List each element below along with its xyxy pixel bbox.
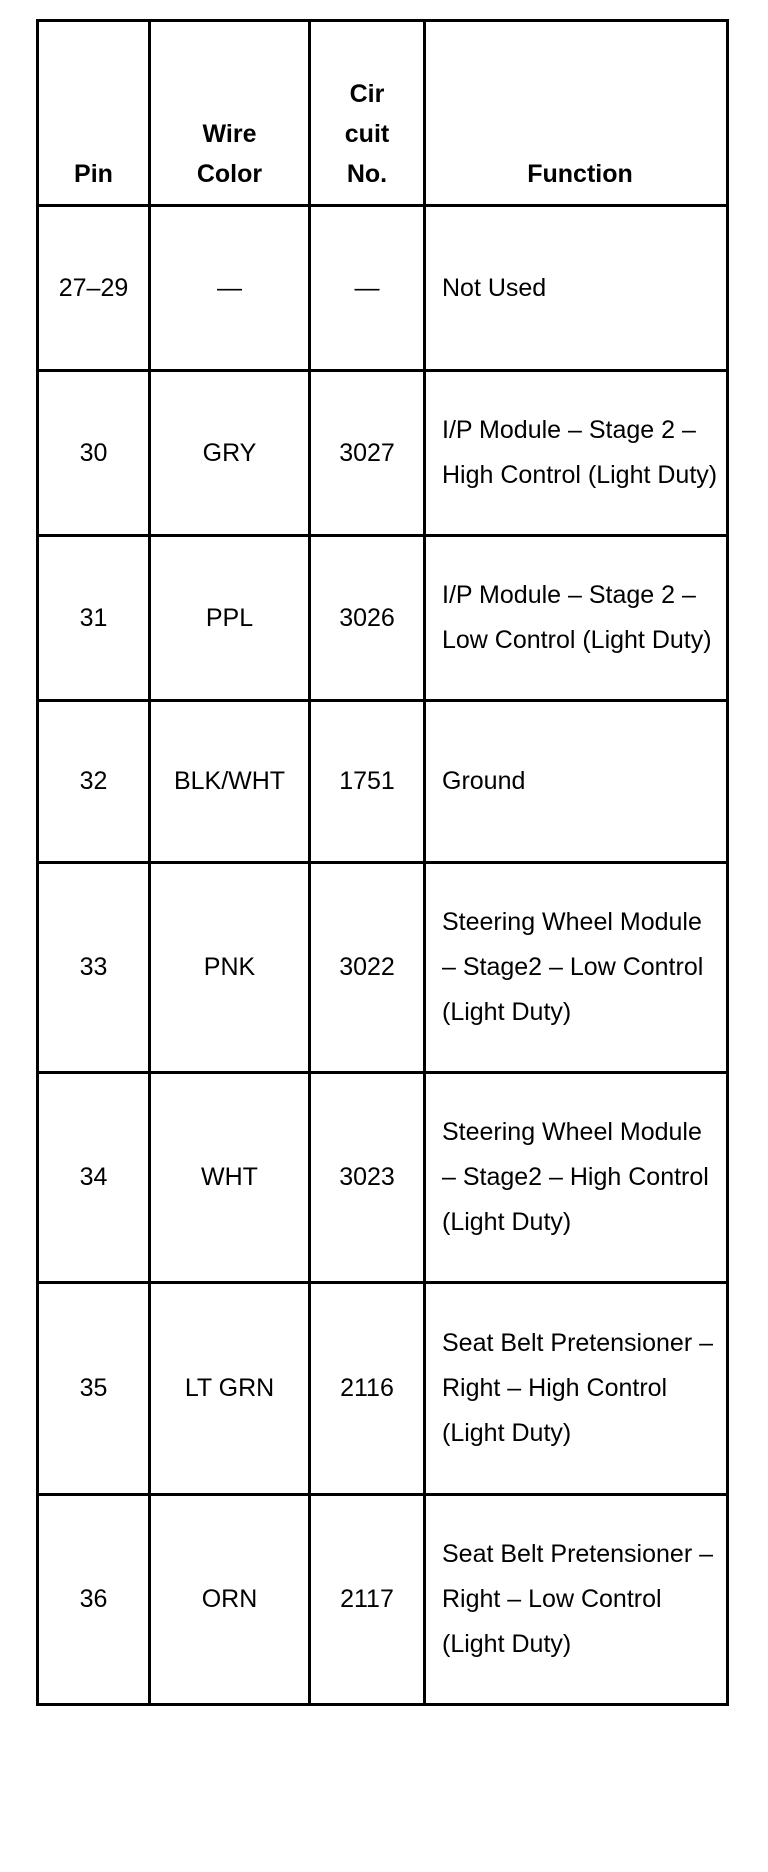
cell-function: Seat Belt Pretensioner – Right – Low Control (Light Duty) — [425, 1495, 728, 1705]
cell-function: Steering Wheel Module – Stage2 – High Control (Light Duty) — [425, 1073, 728, 1283]
connector-pinout-table — [36, 19, 729, 1706]
cell-wire-color: ORN — [150, 1495, 310, 1705]
header-circuit-no — [310, 21, 425, 206]
table-row — [38, 1283, 728, 1495]
cell-circuit-no: 3023 — [310, 1073, 425, 1283]
header-pin-label: Pin — [74, 160, 113, 188]
table-row — [38, 701, 728, 863]
cell-circuit-no: 1751 — [310, 701, 425, 863]
header-function-label: Function — [527, 160, 633, 188]
cell-circuit-no: 3026 — [310, 536, 425, 701]
header-pin — [38, 21, 150, 206]
cell-pin: 30 — [38, 371, 150, 536]
cell-wire-color: PNK — [150, 863, 310, 1073]
cell-circuit-no: 3027 — [310, 371, 425, 536]
header-function — [425, 21, 728, 206]
cell-function: I/P Module – Stage 2 – Low Control (Light Duty) — [425, 536, 728, 701]
header-circuit-line1: Cir — [349, 80, 385, 108]
cell-circuit-no: 2117 — [310, 1495, 425, 1705]
header-circuit-line3: No. — [346, 160, 388, 188]
cell-function: Steering Wheel Module – Stage2 – Low Control (Light Duty) — [425, 863, 728, 1073]
cell-circuit-no: 3022 — [310, 863, 425, 1073]
cell-wire-color: GRY — [150, 371, 310, 536]
table-row — [38, 1073, 728, 1283]
cell-function: I/P Module – Stage 2 – High Control (Light Duty) — [425, 371, 728, 536]
header-wire-color-line1: Wire — [202, 120, 257, 148]
cell-wire-color: PPL — [150, 536, 310, 701]
table-row — [38, 536, 728, 701]
cell-pin: 35 — [38, 1283, 150, 1495]
table-row — [38, 371, 728, 536]
cell-wire-color: BLK/WHT — [150, 701, 310, 863]
table-row — [38, 863, 728, 1073]
cell-pin: 34 — [38, 1073, 150, 1283]
cell-pin: 36 — [38, 1495, 150, 1705]
cell-wire-color: — — [150, 206, 310, 371]
cell-wire-color: WHT — [150, 1073, 310, 1283]
cell-function: Ground — [425, 701, 728, 863]
table-header-row — [38, 21, 728, 206]
cell-pin: 31 — [38, 536, 150, 701]
header-wire-color-line2: Color — [196, 160, 263, 188]
cell-pin: 33 — [38, 863, 150, 1073]
cell-circuit-no: 2116 — [310, 1283, 425, 1495]
header-wire-color — [150, 21, 310, 206]
cell-function: Seat Belt Pretensioner – Right – High Control (Light Duty) — [425, 1283, 728, 1495]
cell-pin: 27–29 — [38, 206, 150, 371]
table-row — [38, 1495, 728, 1705]
cell-function: Not Used — [425, 206, 728, 371]
cell-circuit-no: — — [310, 206, 425, 371]
cell-wire-color: LT GRN — [150, 1283, 310, 1495]
header-circuit-line2: cuit — [344, 120, 390, 148]
table-row — [38, 206, 728, 371]
cell-pin: 32 — [38, 701, 150, 863]
